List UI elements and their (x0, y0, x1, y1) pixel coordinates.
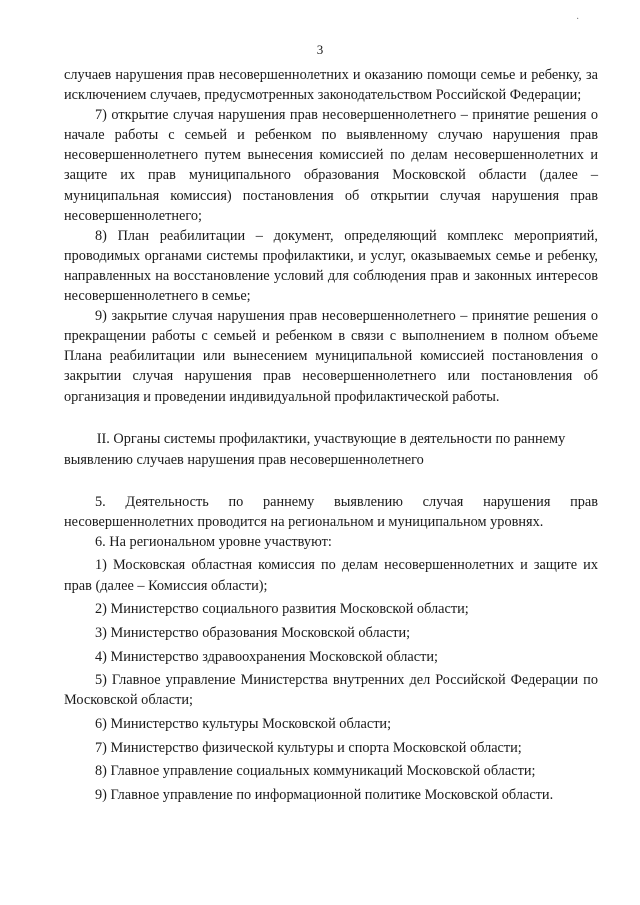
paragraph-item-7: 7) открытие случая нарушения прав несовершеннолетнего – принятие решения о начале работы с семьей и ребенком по выявленному случаю нарушения прав несовершеннолетнего путем вынесения комиссией по делам несовершеннолетних и защите их прав муниципального образования Московской области (далее – муниципальная комиссия) постановления об открытии случая нарушения прав несовершеннолетнего; (64, 107, 598, 224)
list-item: 4) Министерство здравоохранения Московской области; (95, 648, 438, 665)
paragraph-item-9: 9) закрытие случая нарушения прав несовершеннолетнего – принятие решения о прекращении работы с семьей и ребенком в связи с выполнением в полном объеме Плана реабилитации или вынесением муниципальной комиссией постановления о закрытии случая нарушения прав несовершеннолетнего или постановления об организация и проведении индивидуальной профилактической работы. (64, 308, 598, 405)
list-item: 7) Министерство физической культуры и спорта Московской области; (95, 739, 522, 756)
page-number: 3 (316, 42, 324, 57)
corner-mark: · (576, 14, 580, 25)
list-item: 5) Главное управление Министерства внутренних дел Российской Федерации по Московской области; (64, 672, 598, 709)
list-item: 1) Московская областная комиссия по делам несовершеннолетних и защите их прав (далее – Комиссия области); (64, 557, 598, 594)
participants-list (64, 555, 598, 805)
paragraph-item-8: 8) План реабилитации – документ, определяющий комплекс мероприятий, проводимых органами системы профилактики, и услуг, оказываемых семье и ребенку, направленных на восстановление условий для соблюдения прав и законных интересов несовершеннолетнего в семье; (64, 227, 598, 305)
document-body (64, 65, 598, 809)
list-item: 6) Министерство культуры Московской области; (95, 716, 392, 733)
list-item: 3) Министерство образования Московской области; (95, 624, 411, 641)
list-item: 2) Министерство социального развития Московской области; (95, 601, 469, 618)
list-item: 8) Главное управление социальных коммуникаций Московской области; (95, 763, 536, 780)
paragraph-6: 6. На региональном уровне участвуют: (95, 533, 332, 550)
list-item: 9) Главное управление по информационной политике Московской области. (95, 787, 554, 804)
paragraph-continuation: случаев нарушения прав несовершеннолетних и оказанию помощи семье и ребенку, за исключением случаев, предусмотренных законодательством Российской Федерации; (64, 67, 598, 104)
section-heading: II. Органы системы профилактики, участвующие в деятельности по раннему выявлению случаев нарушения прав несовершеннолетнего (64, 430, 566, 468)
paragraph-5: 5. Деятельность по раннему выявлению случая нарушения прав несовершеннолетних проводится на региональном и муниципальном уровнях. (64, 493, 598, 530)
